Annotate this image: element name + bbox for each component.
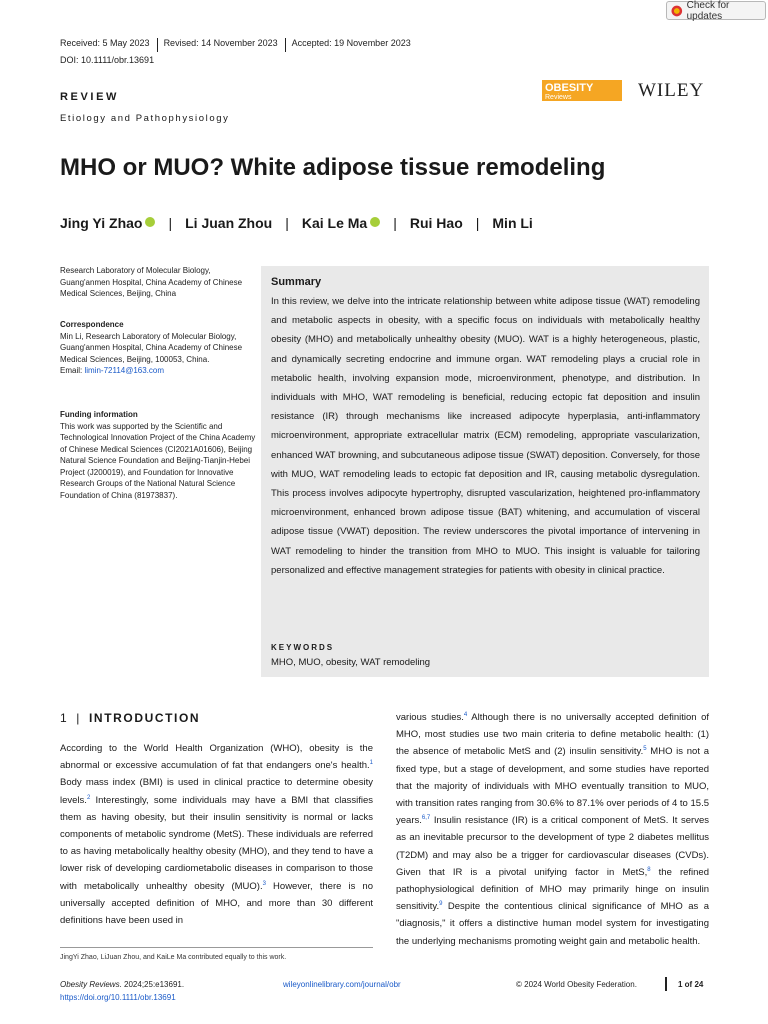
keywords-heading: KEYWORDS (271, 643, 335, 652)
summary-text: In this review, we delve into the intricate relationship between white adipose tissue (WAT) remodeling and metabolic aspects in obesity, with a specific focus on individuals with metabolically healthy obesity (MHO) and metabolically unhealthy obesity (MUO). WAT is a highly heterogeneous, plastic, and dynamically secreting endocrine and immune organ. WAT remodeling plays a crucial role in metabolic health, involving expansion mode, microenvironment, phenotype, and distribution. In individuals with MHO, WAT remodeling is beneficial, reducing ectopic fat deposition and insulin resistance (IR) through mechanisms like increased adipocyte hyperplasia, anti-inflammatory microenvironment, appropriate extracellular matrix (ECM) remodeling, appropriate vascularization, enhanced WAT browning, and subcutaneous adipose tissue (SWAT) deposition. Conversely, for those with MUO, WAT remodeling leads to ectopic fat deposition and IR, causing metabolic dysregulation. This process involves adipocyte hypertrophy, disrupted vascularization, heightened pro-inflammatory microenvironment, enhanced brown adipose tissue (BAT) whitening, and accumulation of visceral adipose tissue (VWAT) deposition. The review underscores the pivotal importance of intervening in WAT remodeling to hinder the transition from MHO to MUO. This insight is valuable for tailoring personalized and effective management strategies for patients with obesity in clinical practice. (271, 296, 700, 576)
correspondence-heading: Correspondence (60, 320, 124, 329)
email-line (60, 365, 256, 377)
author-separator: | (475, 215, 480, 231)
footer-journal-name: Obesity Reviews. (60, 980, 122, 989)
author-separator: | (393, 215, 397, 231)
body-text: Although there is no universally accepted definition of MHO, most studies use two main criteria to define metabolic health: (1) the absence of metabolic MetS and (2) insulin sensitivity. (396, 712, 709, 758)
orcid-icon[interactable] (370, 217, 380, 227)
body-text: However, there is no universally accepted definition of MHO, and more than 30 different definitions have been used in (60, 880, 373, 927)
doi: DOI: 10.1111/obr.13691 (60, 55, 155, 65)
funding-text: This work was supported by the Scientific and Technological Innovation Project of the China Academy of Chinese Medical Sciences (CI2021A01606), Beijing Natural Science Foundation and Beijing-Tianjin-Hebei Project (J200019), and Foundation for Innovative Research Groups of the National Natural Science Foundation of China (81973837). (60, 421, 256, 500)
received-date: Received: 5 May 2023 (60, 38, 158, 52)
article-dates (60, 38, 424, 52)
body-text: Body mass index (BMI) is used in clinical practice to determine obesity levels. (60, 777, 373, 806)
correspondence-text: Min Li, Research Laboratory of Molecular Biology, Guang'anmen Hospital, China Academy of Chinese Medical Sciences, Beijing, 100053, China. (60, 331, 243, 364)
footer-journal-url[interactable]: wileyonlinelibrary.com/journal/obr (283, 980, 401, 989)
author-name[interactable]: Jing Yi Zhao (60, 215, 143, 231)
citation-ref[interactable]: 9 (439, 901, 443, 908)
author-name[interactable]: Li Juan Zhou (185, 215, 273, 231)
footer-citation (60, 980, 184, 989)
footer-doi-link[interactable]: https://doi.org/10.1111/obr.13691 (60, 993, 176, 1002)
funding-block (60, 409, 256, 501)
check-for-updates-button[interactable] (666, 1, 766, 20)
footer-volume: 2024;25:e13691. (121, 980, 185, 989)
author-name[interactable]: Rui Hao (409, 215, 463, 231)
citation-ref[interactable]: 8 (647, 866, 651, 873)
footnote-divider (60, 947, 373, 948)
citation-ref[interactable]: 4 (463, 711, 468, 718)
affiliation: Research Laboratory of Molecular Biology, Guang'anmen Hospital, China Academy of Chinese Medical Sciences, Beijing, China (60, 266, 243, 298)
svg-text:OBESITY: OBESITY (545, 82, 594, 94)
section-title: INTRODUCTION (89, 711, 201, 725)
citation-ref[interactable]: 3 (262, 880, 266, 887)
citation-ref[interactable]: 1 (369, 760, 373, 767)
body-text: MHO is not a fixed type, but a stage of development, and some studies have reported that the majority of individuals with MHO eventually transition to MUO, with transition rates ranging from 30.6% to 87.1% over periods of 4 to 15.5 years. (396, 746, 709, 827)
svg-text:Reviews: Reviews (545, 94, 572, 101)
section-heading (60, 711, 200, 725)
footer-divider (665, 977, 667, 991)
obesity-reviews-logo (542, 80, 622, 101)
funding-heading: Funding information (60, 410, 138, 419)
intro-left-column (60, 740, 373, 929)
email-label: Email: (60, 366, 85, 375)
author-name[interactable]: Kai Le Ma (301, 215, 368, 231)
body-text: Insulin resistance (IR) is a critical component of MetS. It serves as an inevitable precursor to the development of type 2 diabetes mellitus (T2DM) and may also be a trigger for cardiovascular diseases (CVDs). Given that IR is a pivotal unifying factor in MetS, (396, 815, 709, 878)
citation-ref[interactable]: 2 (86, 794, 91, 801)
email-link[interactable]: limin-72114@163.com (84, 366, 165, 375)
intro-right-column (396, 709, 709, 950)
section-number: 1 (60, 711, 69, 725)
citation-ref[interactable]: 5 (643, 746, 647, 753)
citation-ref[interactable]: 6,7 (421, 815, 431, 822)
orcid-icon[interactable] (145, 217, 155, 227)
correspondence-block (60, 319, 256, 377)
page-number: 1 of 24 (678, 980, 704, 989)
section-separator: | (76, 711, 81, 725)
check-updates-label: Check for updates (686, 0, 730, 22)
accepted-date: Accepted: 19 November 2023 (291, 38, 411, 48)
body-text: various studies. (396, 712, 464, 723)
check-updates-icon (671, 5, 683, 17)
body-text: Despite the contentious clinical significance of MHO as a "diagnosis," it offers a distinctive human model system for investigating the underlying mechanisms promoting weight gain and metabolic health. (396, 901, 709, 947)
body-text: Interestingly, some individuals may have a BMI that classifies them as having obesity, but their insulin sensitivity is normal or lacks components of metabolic syndrome (MetS). These individuals are referred to as having metabolically healthy obesity (MHO), and they tend to have a lower risk of developing cardiometabolic diseases in comparison to those with metabolically unhealthy obesity (MUO). (60, 794, 373, 892)
body-text: According to the World Health Organization (WHO), obesity is the abnormal or excessive accumulation of fat that endangers one's health. (60, 743, 373, 772)
footnote: JingYi Zhao, LiJuan Zhou, and KaiLe Ma contributed equally to this work. (60, 954, 287, 961)
author-separator: | (285, 215, 289, 231)
summary-heading: Summary (271, 276, 322, 288)
author-separator: | (168, 215, 173, 231)
wiley-logo: WILEY (638, 80, 705, 101)
author-list (60, 215, 533, 231)
subsection-label: Etiology and Pathophysiology (60, 113, 230, 124)
revised-date: Revised: 14 November 2023 (164, 38, 286, 52)
article-type: REVIEW (60, 91, 119, 103)
footer-copyright: © 2024 World Obesity Federation. (516, 980, 637, 989)
keywords-text: MHO, MUO, obesity, WAT remodeling (271, 657, 431, 668)
article-title: MHO or MUO? White adipose tissue remodeling (60, 154, 606, 181)
body-text: the refined pathophysiological definition of MHO may primarily hinge on insulin sensitivity. (396, 866, 709, 913)
author-name[interactable]: Min Li (492, 215, 533, 231)
